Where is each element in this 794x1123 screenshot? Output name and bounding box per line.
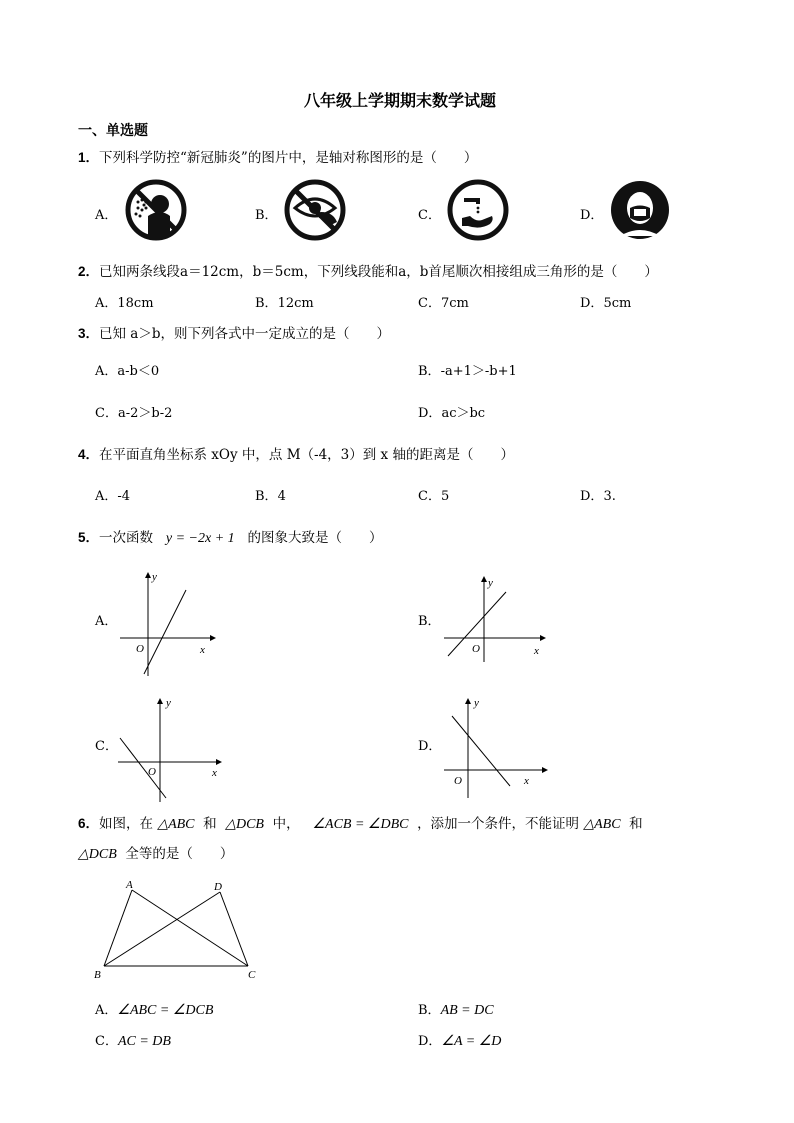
hand-wash-icon (446, 178, 510, 242)
option-label: D． (580, 296, 604, 311)
origin-label: O (472, 643, 480, 655)
triangle-abc: △ABC (583, 817, 621, 832)
option-label: A． (95, 296, 118, 311)
question-text: 下列科学防控“新冠肺炎”的图片中，是轴对称图形的是（ ） (99, 150, 478, 166)
option-label: A． (95, 364, 118, 379)
question-5 (78, 526, 383, 547)
graph-option-a (110, 568, 220, 678)
x-axis-label: x (200, 644, 205, 656)
option-value: ∠A = ∠D (441, 1034, 502, 1049)
triangle-dcb: △DCB (78, 847, 117, 862)
q4-option-a (95, 485, 130, 504)
q2-option-c (418, 292, 469, 311)
origin-label: O (136, 643, 144, 655)
question-number: 3． (78, 326, 100, 341)
graph-option-d (436, 694, 556, 804)
q3-option-b (418, 360, 517, 379)
y-axis-label: y (474, 697, 479, 709)
vertex-d-label: D (214, 881, 222, 893)
option-value: a-2＞b-2 (117, 406, 173, 421)
q1-option-b-label: B． (255, 208, 278, 223)
origin-label: O (148, 766, 156, 778)
question-2 (78, 260, 658, 280)
option-label: C． (95, 1034, 118, 1049)
question-6-line-2 (78, 842, 233, 863)
question-3 (78, 322, 390, 342)
option-value: ∠ABC = ∠DCB (117, 1003, 214, 1018)
y-axis-label: y (166, 697, 171, 709)
q6-option-c (95, 1030, 171, 1050)
option-value: 4 (277, 489, 286, 504)
option-value: AB = DC (440, 1003, 494, 1018)
mask-face-icon (608, 178, 672, 242)
question-number: 6． (78, 816, 100, 831)
no-touch-eye-icon (283, 178, 347, 242)
q3-option-a (95, 360, 159, 379)
q1-option-c-label: C． (418, 208, 441, 223)
triangle-figure (90, 876, 270, 982)
vertex-b-label: B (94, 969, 101, 981)
option-label: B． (255, 296, 278, 311)
q4-option-d (580, 485, 616, 504)
section-heading: 一、单选题 (78, 123, 148, 139)
option-value: 18cm (117, 296, 154, 311)
question-number: 1． (78, 150, 100, 165)
q4-option-b (255, 485, 286, 504)
triangle-dcb: △DCB (225, 817, 264, 832)
question-text: 的图象大致是（ ） (247, 530, 383, 546)
option-label: C． (418, 296, 441, 311)
option-value: -a+1＞-b+1 (440, 364, 517, 379)
option-label: B． (255, 489, 278, 504)
question-4 (78, 443, 514, 463)
option-value: 5 (440, 489, 450, 504)
q5-option-d-label: D． (418, 739, 442, 754)
option-value: 5cm (603, 296, 632, 311)
x-axis-label: x (524, 775, 529, 787)
question-number: 4． (78, 447, 100, 462)
y-axis-label: y (488, 577, 493, 589)
q2-option-b (255, 292, 314, 311)
vertex-a-label: A (126, 879, 133, 891)
question-text: ，添加一个条件，不能证明 (417, 816, 580, 832)
x-axis-label: x (534, 645, 539, 657)
question-text: 一次函数 (99, 530, 154, 546)
q6-option-a (95, 999, 213, 1019)
option-value: ac＞bc (441, 406, 486, 421)
question-6 (78, 812, 643, 833)
option-label: B． (418, 1003, 441, 1018)
option-label: D． (418, 1034, 442, 1049)
option-value: 3. (603, 489, 616, 504)
graph-option-c (110, 694, 230, 804)
page-title: 八年级上学期期末数学试题 (304, 91, 497, 110)
question-text: 如图，在 (99, 816, 154, 832)
q6-option-d (418, 1030, 501, 1050)
option-value: 7cm (440, 296, 469, 311)
question-number: 2． (78, 264, 100, 279)
option-value: 12cm (277, 296, 314, 311)
angle-equation: ∠ACB = ∠DBC (312, 817, 409, 832)
q2-option-d (580, 292, 631, 311)
option-value: a-b＜0 (117, 364, 160, 379)
option-value: -4 (117, 489, 131, 504)
graph-option-b (436, 572, 556, 662)
question-text: 和 (203, 816, 217, 832)
question-1 (78, 146, 477, 166)
question-number: 5． (78, 530, 100, 545)
q3-option-c (95, 402, 172, 421)
vertex-c-label: C (248, 969, 256, 981)
q5-option-b-label: B． (418, 614, 441, 629)
q6-option-b (418, 999, 494, 1019)
option-label: A． (95, 1003, 118, 1018)
option-label: C． (418, 489, 441, 504)
option-label: A． (95, 489, 118, 504)
origin-label: O (454, 775, 462, 787)
x-axis-label: x (212, 767, 217, 779)
q1-option-d-label: D． (580, 208, 604, 223)
triangle-abc: △ABC (157, 817, 195, 832)
formula: y = −2x + 1 (165, 531, 235, 546)
question-text: 已知两条线段a＝12cm，b＝5cm，下列线段能和a，b首尾顺次相接组成三角形的是（ ） (99, 264, 658, 280)
option-label: B． (418, 364, 441, 379)
no-spray-icon (124, 178, 188, 242)
q5-option-c-label: C． (95, 739, 118, 754)
option-label: C． (95, 406, 118, 421)
option-label: D． (580, 489, 604, 504)
q2-option-a (95, 292, 154, 311)
option-value: AC = DB (117, 1034, 171, 1049)
question-text: 全等的是（ ） (125, 846, 234, 862)
option-label: D． (418, 406, 442, 421)
question-text: 和 (629, 816, 643, 832)
y-axis-label: y (152, 571, 157, 583)
question-text: 已知 a＞b，则下列各式中一定成立的是（ ） (99, 326, 390, 342)
q1-option-a-label: A． (95, 208, 118, 223)
question-text: 中， (272, 816, 300, 832)
q5-option-a-label: A． (95, 614, 118, 629)
q4-option-c (418, 485, 449, 504)
q3-option-d (418, 402, 485, 421)
question-text: 在平面直角坐标系 xOy 中，点 M（-4，3）到 x 轴的距离是（ ） (99, 447, 514, 463)
